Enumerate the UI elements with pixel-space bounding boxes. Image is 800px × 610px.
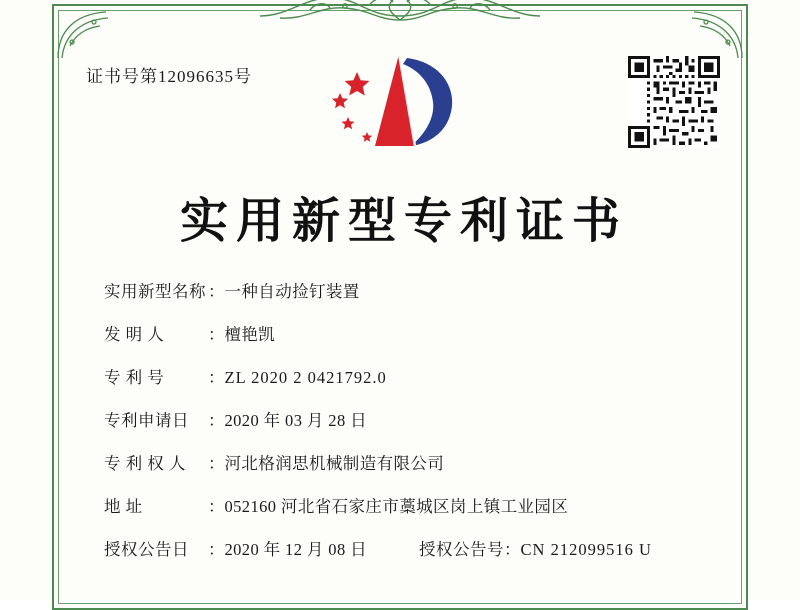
field-list <box>104 278 710 560</box>
cnipa-emblem-icon <box>315 46 485 156</box>
grant-announcement-number-group <box>419 536 652 560</box>
certificate-number: 证书号第12096635号 <box>86 67 252 86</box>
field-row-address <box>104 493 710 517</box>
field-value-application-date: 2020 年 03 月 28 日 <box>224 411 368 430</box>
page-title: 实用新型专利证书 <box>179 195 628 248</box>
field-value-invention-name: 一种自动捡钉装置 <box>224 282 360 301</box>
field-label-invention-name: 实用新型名称 <box>104 282 206 301</box>
field-row-inventor <box>104 321 710 345</box>
corner-ornament-top-right-icon <box>672 6 746 62</box>
field-label-grant-number: 授权公告号 <box>419 540 505 559</box>
field-row-patentee <box>104 450 710 474</box>
qr-code <box>628 56 720 148</box>
field-label-inventor: 发 明 人 <box>104 325 165 344</box>
field-colon: ： <box>504 540 521 559</box>
field-row-grant-announcement <box>104 536 710 560</box>
field-label-patent-number: 专 利 号 <box>104 368 165 387</box>
field-value-inventor: 檀艳凯 <box>224 325 276 344</box>
field-colon: ： <box>208 540 225 559</box>
field-value-patent-number: ZL 2020 2 0421792.0 <box>224 368 387 387</box>
field-label-address: 地 址 <box>104 497 143 516</box>
field-row-invention-name <box>104 278 710 302</box>
field-colon: ： <box>208 325 225 344</box>
field-colon: ： <box>208 454 225 473</box>
field-row-application-date <box>104 407 710 431</box>
field-colon: ： <box>208 282 225 301</box>
field-label-application-date: 专利申请日 <box>104 411 189 430</box>
field-colon: ： <box>208 411 225 430</box>
field-value-grant-number: CN 212099516 U <box>520 540 652 559</box>
field-label-grant-date: 授权公告日 <box>104 540 189 559</box>
field-value-grant-date: 2020 年 12 月 08 日 <box>224 540 368 559</box>
field-value-address: 052160 河北省石家庄市藁城区岗上镇工业园区 <box>224 497 569 516</box>
top-flourish-ornament-icon <box>250 0 550 32</box>
field-colon: ： <box>208 497 225 516</box>
field-colon: ： <box>208 368 225 387</box>
corner-ornament-top-left-icon <box>54 6 128 62</box>
field-value-patentee: 河北格润思机械制造有限公司 <box>224 454 445 473</box>
field-label-patentee: 专 利 权 人 <box>104 454 186 473</box>
field-row-patent-number <box>104 364 710 388</box>
